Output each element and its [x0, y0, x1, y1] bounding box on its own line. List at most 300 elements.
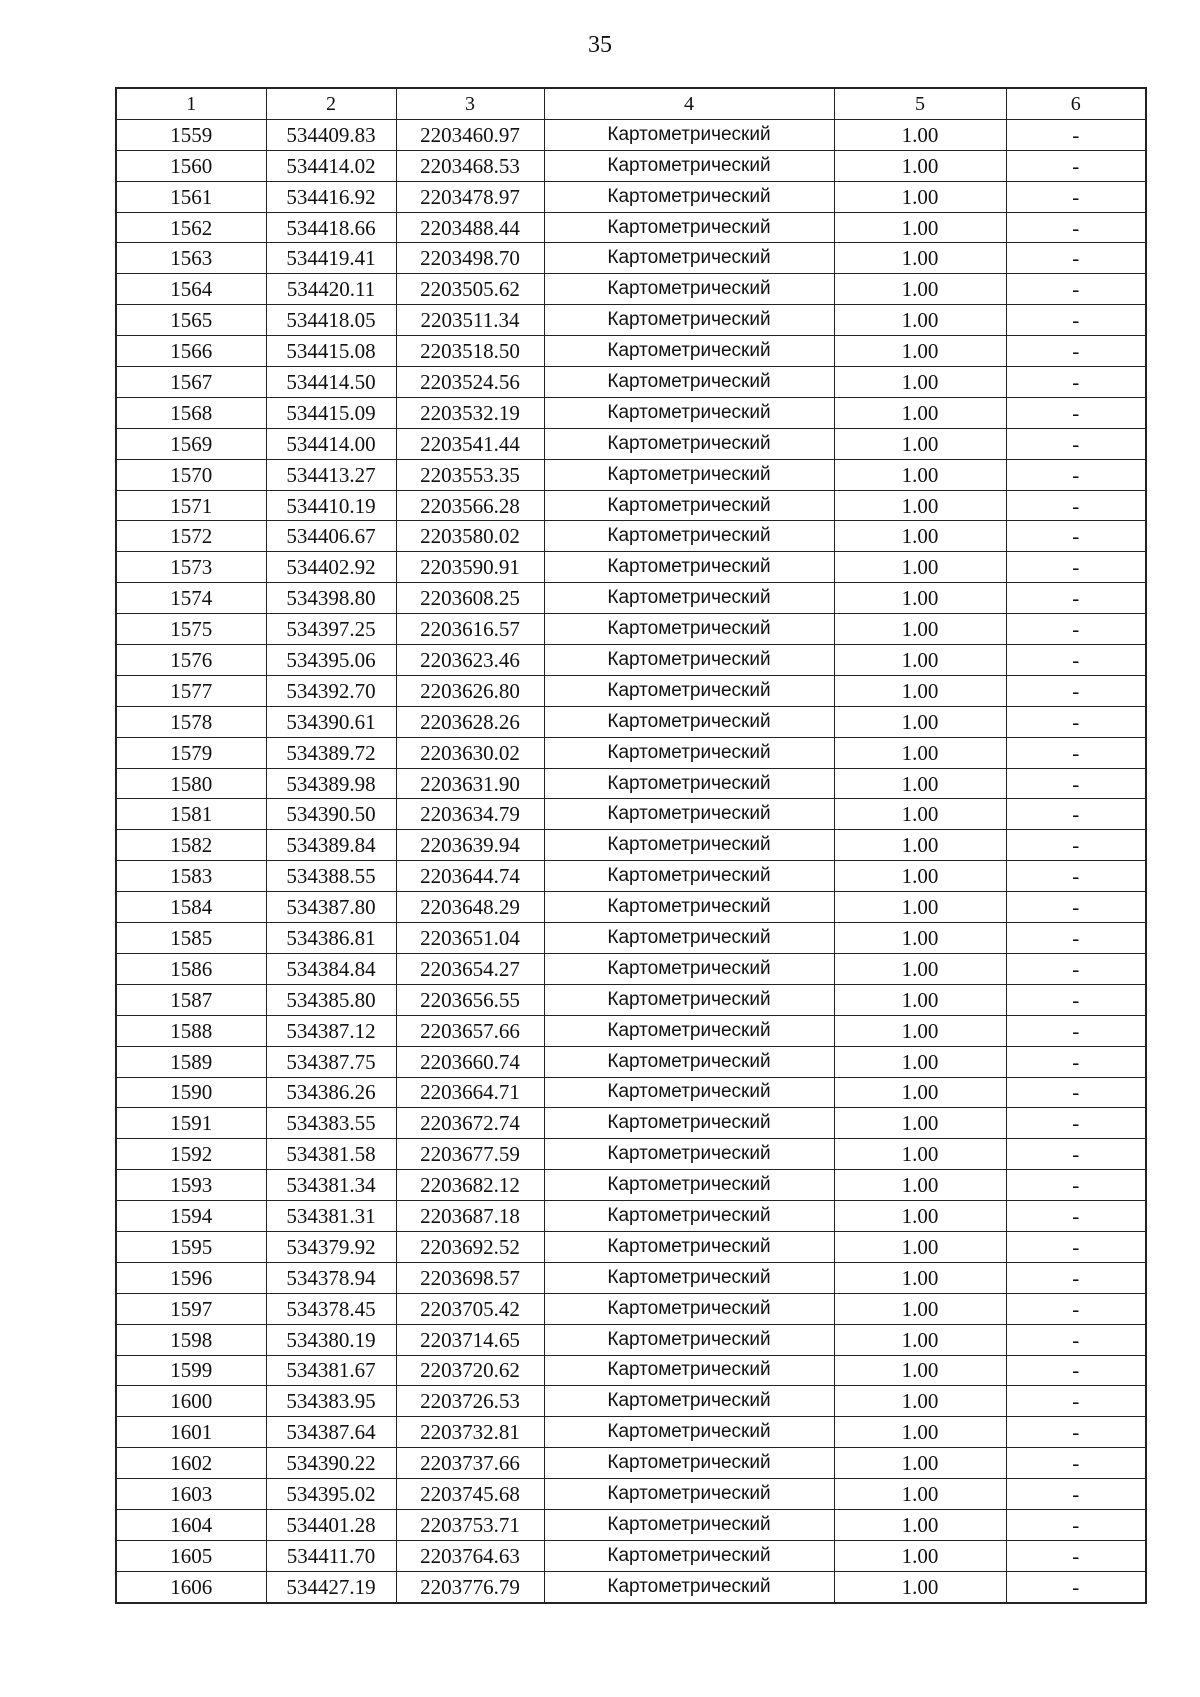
method-cell: Картометрический — [544, 706, 834, 737]
note-cell: - — [1006, 212, 1146, 243]
method-cell: Картометрический — [544, 274, 834, 305]
note-cell: - — [1006, 150, 1146, 181]
method-cell: Картометрический — [544, 984, 834, 1015]
note-cell: - — [1006, 1324, 1146, 1355]
accuracy-cell: 1.00 — [834, 243, 1006, 274]
y-coordinate-cell: 2203580.02 — [396, 521, 544, 552]
accuracy-cell: 1.00 — [834, 1077, 1006, 1108]
method-cell: Картометрический — [544, 490, 834, 521]
note-cell: - — [1006, 1046, 1146, 1077]
y-coordinate-cell: 2203631.90 — [396, 768, 544, 799]
x-coordinate-cell: 534414.02 — [266, 150, 396, 181]
table-row — [116, 1046, 1146, 1077]
table-row — [116, 1386, 1146, 1417]
method-cell: Картометрический — [544, 892, 834, 923]
accuracy-cell: 1.00 — [834, 428, 1006, 459]
header-cell: 4 — [544, 88, 834, 119]
accuracy-cell: 1.00 — [834, 521, 1006, 552]
y-coordinate-cell: 2203764.63 — [396, 1540, 544, 1571]
x-coordinate-cell: 534397.25 — [266, 614, 396, 645]
y-coordinate-cell: 2203478.97 — [396, 181, 544, 212]
point-number-cell: 1586 — [116, 953, 266, 984]
accuracy-cell: 1.00 — [834, 1571, 1006, 1602]
x-coordinate-cell: 534388.55 — [266, 861, 396, 892]
y-coordinate-cell: 2203511.34 — [396, 305, 544, 336]
table-row — [116, 1355, 1146, 1386]
table-row — [116, 645, 1146, 676]
point-number-cell: 1601 — [116, 1417, 266, 1448]
table-row — [116, 583, 1146, 614]
x-coordinate-cell: 534378.45 — [266, 1293, 396, 1324]
note-cell: - — [1006, 490, 1146, 521]
note-cell: - — [1006, 984, 1146, 1015]
method-cell: Картометрический — [544, 1170, 834, 1201]
y-coordinate-cell: 2203732.81 — [396, 1417, 544, 1448]
table-row — [116, 459, 1146, 490]
table-row — [116, 274, 1146, 305]
note-cell: - — [1006, 1139, 1146, 1170]
y-coordinate-cell: 2203566.28 — [396, 490, 544, 521]
y-coordinate-cell: 2203639.94 — [396, 830, 544, 861]
point-number-cell: 1600 — [116, 1386, 266, 1417]
table-row — [116, 1262, 1146, 1293]
point-number-cell: 1584 — [116, 892, 266, 923]
note-cell: - — [1006, 706, 1146, 737]
note-cell: - — [1006, 1293, 1146, 1324]
x-coordinate-cell: 534420.11 — [266, 274, 396, 305]
method-cell: Картометрический — [544, 1139, 834, 1170]
point-number-cell: 1570 — [116, 459, 266, 490]
x-coordinate-cell: 534387.75 — [266, 1046, 396, 1077]
method-cell: Картометрический — [544, 552, 834, 583]
accuracy-cell: 1.00 — [834, 274, 1006, 305]
method-cell: Картометрический — [544, 614, 834, 645]
x-coordinate-cell: 534395.06 — [266, 645, 396, 676]
y-coordinate-cell: 2203657.66 — [396, 1015, 544, 1046]
accuracy-cell: 1.00 — [834, 1015, 1006, 1046]
accuracy-cell: 1.00 — [834, 1170, 1006, 1201]
y-coordinate-cell: 2203626.80 — [396, 675, 544, 706]
method-cell: Картометрический — [544, 459, 834, 490]
point-number-cell: 1583 — [116, 861, 266, 892]
x-coordinate-cell: 534418.66 — [266, 212, 396, 243]
accuracy-cell: 1.00 — [834, 861, 1006, 892]
table-row — [116, 984, 1146, 1015]
method-cell: Картометрический — [544, 1262, 834, 1293]
method-cell: Картометрический — [544, 1417, 834, 1448]
method-cell: Картометрический — [544, 861, 834, 892]
x-coordinate-cell: 534381.31 — [266, 1201, 396, 1232]
point-number-cell: 1587 — [116, 984, 266, 1015]
accuracy-cell: 1.00 — [834, 552, 1006, 583]
method-cell: Картометрический — [544, 737, 834, 768]
table-row — [116, 1509, 1146, 1540]
y-coordinate-cell: 2203672.74 — [396, 1108, 544, 1139]
note-cell: - — [1006, 521, 1146, 552]
note-cell: - — [1006, 583, 1146, 614]
point-number-cell: 1565 — [116, 305, 266, 336]
x-coordinate-cell: 534395.02 — [266, 1479, 396, 1510]
x-coordinate-cell: 534411.70 — [266, 1540, 396, 1571]
accuracy-cell: 1.00 — [834, 397, 1006, 428]
point-number-cell: 1589 — [116, 1046, 266, 1077]
table-row — [116, 119, 1146, 150]
x-coordinate-cell: 534406.67 — [266, 521, 396, 552]
note-cell: - — [1006, 1540, 1146, 1571]
table-row — [116, 397, 1146, 428]
x-coordinate-cell: 534383.55 — [266, 1108, 396, 1139]
table-row — [116, 768, 1146, 799]
accuracy-cell: 1.00 — [834, 923, 1006, 954]
note-cell: - — [1006, 1170, 1146, 1201]
x-coordinate-cell: 534389.98 — [266, 768, 396, 799]
note-cell: - — [1006, 1077, 1146, 1108]
table-row — [116, 1417, 1146, 1448]
x-coordinate-cell: 534386.81 — [266, 923, 396, 954]
accuracy-cell: 1.00 — [834, 1540, 1006, 1571]
x-coordinate-cell: 534383.95 — [266, 1386, 396, 1417]
note-cell: - — [1006, 274, 1146, 305]
accuracy-cell: 1.00 — [834, 953, 1006, 984]
table-row — [116, 799, 1146, 830]
table-row — [116, 1571, 1146, 1602]
y-coordinate-cell: 2203468.53 — [396, 150, 544, 181]
accuracy-cell: 1.00 — [834, 768, 1006, 799]
x-coordinate-cell: 534427.19 — [266, 1571, 396, 1602]
x-coordinate-cell: 534387.12 — [266, 1015, 396, 1046]
y-coordinate-cell: 2203628.26 — [396, 706, 544, 737]
table-row — [116, 181, 1146, 212]
point-number-cell: 1603 — [116, 1479, 266, 1510]
x-coordinate-cell: 534402.92 — [266, 552, 396, 583]
accuracy-cell: 1.00 — [834, 1046, 1006, 1077]
point-number-cell: 1597 — [116, 1293, 266, 1324]
point-number-cell: 1567 — [116, 367, 266, 398]
point-number-cell: 1591 — [116, 1108, 266, 1139]
accuracy-cell: 1.00 — [834, 737, 1006, 768]
note-cell: - — [1006, 1417, 1146, 1448]
method-cell: Картометрический — [544, 583, 834, 614]
point-number-cell: 1577 — [116, 675, 266, 706]
accuracy-cell: 1.00 — [834, 1293, 1006, 1324]
table-row — [116, 737, 1146, 768]
point-number-cell: 1592 — [116, 1139, 266, 1170]
point-number-cell: 1604 — [116, 1509, 266, 1540]
y-coordinate-cell: 2203705.42 — [396, 1293, 544, 1324]
y-coordinate-cell: 2203687.18 — [396, 1201, 544, 1232]
accuracy-cell: 1.00 — [834, 675, 1006, 706]
accuracy-cell: 1.00 — [834, 1417, 1006, 1448]
method-cell: Картометрический — [544, 1386, 834, 1417]
y-coordinate-cell: 2203654.27 — [396, 953, 544, 984]
point-number-cell: 1575 — [116, 614, 266, 645]
table-row — [116, 521, 1146, 552]
method-cell: Картометрический — [544, 243, 834, 274]
y-coordinate-cell: 2203518.50 — [396, 336, 544, 367]
note-cell: - — [1006, 1231, 1146, 1262]
accuracy-cell: 1.00 — [834, 336, 1006, 367]
table-row — [116, 706, 1146, 737]
y-coordinate-cell: 2203590.91 — [396, 552, 544, 583]
y-coordinate-cell: 2203664.71 — [396, 1077, 544, 1108]
x-coordinate-cell: 534414.50 — [266, 367, 396, 398]
accuracy-cell: 1.00 — [834, 150, 1006, 181]
point-number-cell: 1569 — [116, 428, 266, 459]
note-cell: - — [1006, 768, 1146, 799]
table-row — [116, 1015, 1146, 1046]
y-coordinate-cell: 2203616.57 — [396, 614, 544, 645]
accuracy-cell: 1.00 — [834, 892, 1006, 923]
x-coordinate-cell: 534410.19 — [266, 490, 396, 521]
point-number-cell: 1574 — [116, 583, 266, 614]
note-cell: - — [1006, 1262, 1146, 1293]
point-number-cell: 1561 — [116, 181, 266, 212]
x-coordinate-cell: 534389.84 — [266, 830, 396, 861]
y-coordinate-cell: 2203608.25 — [396, 583, 544, 614]
method-cell: Картометрический — [544, 923, 834, 954]
point-number-cell: 1594 — [116, 1201, 266, 1232]
accuracy-cell: 1.00 — [834, 212, 1006, 243]
table-row — [116, 1448, 1146, 1479]
y-coordinate-cell: 2203505.62 — [396, 274, 544, 305]
accuracy-cell: 1.00 — [834, 1509, 1006, 1540]
point-number-cell: 1568 — [116, 397, 266, 428]
note-cell: - — [1006, 1201, 1146, 1232]
method-cell: Картометрический — [544, 1540, 834, 1571]
y-coordinate-cell: 2203776.79 — [396, 1571, 544, 1602]
note-cell: - — [1006, 737, 1146, 768]
method-cell: Картометрический — [544, 1046, 834, 1077]
accuracy-cell: 1.00 — [834, 119, 1006, 150]
method-cell: Картометрический — [544, 428, 834, 459]
note-cell: - — [1006, 459, 1146, 490]
x-coordinate-cell: 534392.70 — [266, 675, 396, 706]
point-number-cell: 1566 — [116, 336, 266, 367]
accuracy-cell: 1.00 — [834, 706, 1006, 737]
header-cell: 2 — [266, 88, 396, 119]
note-cell: - — [1006, 675, 1146, 706]
x-coordinate-cell: 534385.80 — [266, 984, 396, 1015]
method-cell: Картометрический — [544, 521, 834, 552]
method-cell: Картометрический — [544, 1571, 834, 1602]
x-coordinate-cell: 534390.22 — [266, 1448, 396, 1479]
y-coordinate-cell: 2203651.04 — [396, 923, 544, 954]
x-coordinate-cell: 534389.72 — [266, 737, 396, 768]
point-number-cell: 1573 — [116, 552, 266, 583]
method-cell: Картометрический — [544, 181, 834, 212]
accuracy-cell: 1.00 — [834, 1108, 1006, 1139]
accuracy-cell: 1.00 — [834, 984, 1006, 1015]
x-coordinate-cell: 534384.84 — [266, 953, 396, 984]
x-coordinate-cell: 534419.41 — [266, 243, 396, 274]
method-cell: Картометрический — [544, 1077, 834, 1108]
table-row — [116, 305, 1146, 336]
method-cell: Картометрический — [544, 768, 834, 799]
y-coordinate-cell: 2203532.19 — [396, 397, 544, 428]
header-cell: 6 — [1006, 88, 1146, 119]
note-cell: - — [1006, 305, 1146, 336]
point-number-cell: 1596 — [116, 1262, 266, 1293]
accuracy-cell: 1.00 — [834, 830, 1006, 861]
table-row — [116, 1324, 1146, 1355]
y-coordinate-cell: 2203644.74 — [396, 861, 544, 892]
table-row — [116, 1139, 1146, 1170]
table-row — [116, 953, 1146, 984]
coordinates-table — [115, 87, 1147, 1604]
accuracy-cell: 1.00 — [834, 1355, 1006, 1386]
note-cell: - — [1006, 243, 1146, 274]
point-number-cell: 1605 — [116, 1540, 266, 1571]
y-coordinate-cell: 2203623.46 — [396, 645, 544, 676]
y-coordinate-cell: 2203656.55 — [396, 984, 544, 1015]
method-cell: Картометрический — [544, 1324, 834, 1355]
method-cell: Картометрический — [544, 953, 834, 984]
note-cell: - — [1006, 614, 1146, 645]
x-coordinate-cell: 534413.27 — [266, 459, 396, 490]
note-cell: - — [1006, 1571, 1146, 1602]
y-coordinate-cell: 2203677.59 — [396, 1139, 544, 1170]
x-coordinate-cell: 534409.83 — [266, 119, 396, 150]
x-coordinate-cell: 534378.94 — [266, 1262, 396, 1293]
table-row — [116, 490, 1146, 521]
y-coordinate-cell: 2203498.70 — [396, 243, 544, 274]
point-number-cell: 1560 — [116, 150, 266, 181]
point-number-cell: 1576 — [116, 645, 266, 676]
accuracy-cell: 1.00 — [834, 799, 1006, 830]
y-coordinate-cell: 2203553.35 — [396, 459, 544, 490]
y-coordinate-cell: 2203541.44 — [396, 428, 544, 459]
point-number-cell: 1578 — [116, 706, 266, 737]
point-number-cell: 1582 — [116, 830, 266, 861]
accuracy-cell: 1.00 — [834, 459, 1006, 490]
method-cell: Картометрический — [544, 799, 834, 830]
y-coordinate-cell: 2203737.66 — [396, 1448, 544, 1479]
note-cell: - — [1006, 799, 1146, 830]
point-number-cell: 1564 — [116, 274, 266, 305]
header-cell: 3 — [396, 88, 544, 119]
table-row — [116, 1540, 1146, 1571]
table-body — [116, 119, 1146, 1602]
note-cell: - — [1006, 552, 1146, 583]
note-cell: - — [1006, 1108, 1146, 1139]
y-coordinate-cell: 2203648.29 — [396, 892, 544, 923]
method-cell: Картометрический — [544, 367, 834, 398]
accuracy-cell: 1.00 — [834, 583, 1006, 614]
point-number-cell: 1599 — [116, 1355, 266, 1386]
table-row — [116, 336, 1146, 367]
accuracy-cell: 1.00 — [834, 1231, 1006, 1262]
point-number-cell: 1590 — [116, 1077, 266, 1108]
header-cell: 5 — [834, 88, 1006, 119]
x-coordinate-cell: 534380.19 — [266, 1324, 396, 1355]
table-row — [116, 428, 1146, 459]
point-number-cell: 1559 — [116, 119, 266, 150]
table-row — [116, 1170, 1146, 1201]
y-coordinate-cell: 2203460.97 — [396, 119, 544, 150]
note-cell: - — [1006, 645, 1146, 676]
method-cell: Картометрический — [544, 119, 834, 150]
note-cell: - — [1006, 119, 1146, 150]
table-header-row — [116, 88, 1146, 119]
method-cell: Картометрический — [544, 645, 834, 676]
point-number-cell: 1563 — [116, 243, 266, 274]
x-coordinate-cell: 534398.80 — [266, 583, 396, 614]
y-coordinate-cell: 2203634.79 — [396, 799, 544, 830]
method-cell: Картометрический — [544, 1231, 834, 1262]
table-row — [116, 923, 1146, 954]
note-cell: - — [1006, 1448, 1146, 1479]
method-cell: Картометрический — [544, 397, 834, 428]
note-cell: - — [1006, 953, 1146, 984]
accuracy-cell: 1.00 — [834, 1201, 1006, 1232]
method-cell: Картометрический — [544, 1015, 834, 1046]
accuracy-cell: 1.00 — [834, 490, 1006, 521]
y-coordinate-cell: 2203720.62 — [396, 1355, 544, 1386]
y-coordinate-cell: 2203753.71 — [396, 1509, 544, 1540]
y-coordinate-cell: 2203714.65 — [396, 1324, 544, 1355]
method-cell: Картометрический — [544, 675, 834, 706]
note-cell: - — [1006, 1386, 1146, 1417]
method-cell: Картометрический — [544, 336, 834, 367]
table-row — [116, 243, 1146, 274]
method-cell: Картометрический — [544, 1509, 834, 1540]
x-coordinate-cell: 534390.61 — [266, 706, 396, 737]
accuracy-cell: 1.00 — [834, 1386, 1006, 1417]
method-cell: Картометрический — [544, 830, 834, 861]
x-coordinate-cell: 534387.80 — [266, 892, 396, 923]
x-coordinate-cell: 534381.34 — [266, 1170, 396, 1201]
method-cell: Картометрический — [544, 1293, 834, 1324]
x-coordinate-cell: 534415.08 — [266, 336, 396, 367]
point-number-cell: 1572 — [116, 521, 266, 552]
method-cell: Картометрический — [544, 305, 834, 336]
header-cell: 1 — [116, 88, 266, 119]
x-coordinate-cell: 534386.26 — [266, 1077, 396, 1108]
x-coordinate-cell: 534414.00 — [266, 428, 396, 459]
table-row — [116, 1231, 1146, 1262]
table-row — [116, 150, 1146, 181]
table-row — [116, 1077, 1146, 1108]
method-cell: Картометрический — [544, 1108, 834, 1139]
point-number-cell: 1562 — [116, 212, 266, 243]
y-coordinate-cell: 2203726.53 — [396, 1386, 544, 1417]
x-coordinate-cell: 534415.09 — [266, 397, 396, 428]
note-cell: - — [1006, 923, 1146, 954]
point-number-cell: 1602 — [116, 1448, 266, 1479]
accuracy-cell: 1.00 — [834, 305, 1006, 336]
note-cell: - — [1006, 861, 1146, 892]
x-coordinate-cell: 534381.67 — [266, 1355, 396, 1386]
accuracy-cell: 1.00 — [834, 614, 1006, 645]
table-row — [116, 1108, 1146, 1139]
point-number-cell: 1598 — [116, 1324, 266, 1355]
y-coordinate-cell: 2203630.02 — [396, 737, 544, 768]
accuracy-cell: 1.00 — [834, 1448, 1006, 1479]
note-cell: - — [1006, 181, 1146, 212]
method-cell: Картометрический — [544, 150, 834, 181]
y-coordinate-cell: 2203524.56 — [396, 367, 544, 398]
accuracy-cell: 1.00 — [834, 1479, 1006, 1510]
x-coordinate-cell: 534390.50 — [266, 799, 396, 830]
method-cell: Картометрический — [544, 1479, 834, 1510]
accuracy-cell: 1.00 — [834, 645, 1006, 676]
point-number-cell: 1585 — [116, 923, 266, 954]
y-coordinate-cell: 2203698.57 — [396, 1262, 544, 1293]
method-cell: Картометрический — [544, 1355, 834, 1386]
note-cell: - — [1006, 367, 1146, 398]
table-row — [116, 892, 1146, 923]
table-row — [116, 675, 1146, 706]
